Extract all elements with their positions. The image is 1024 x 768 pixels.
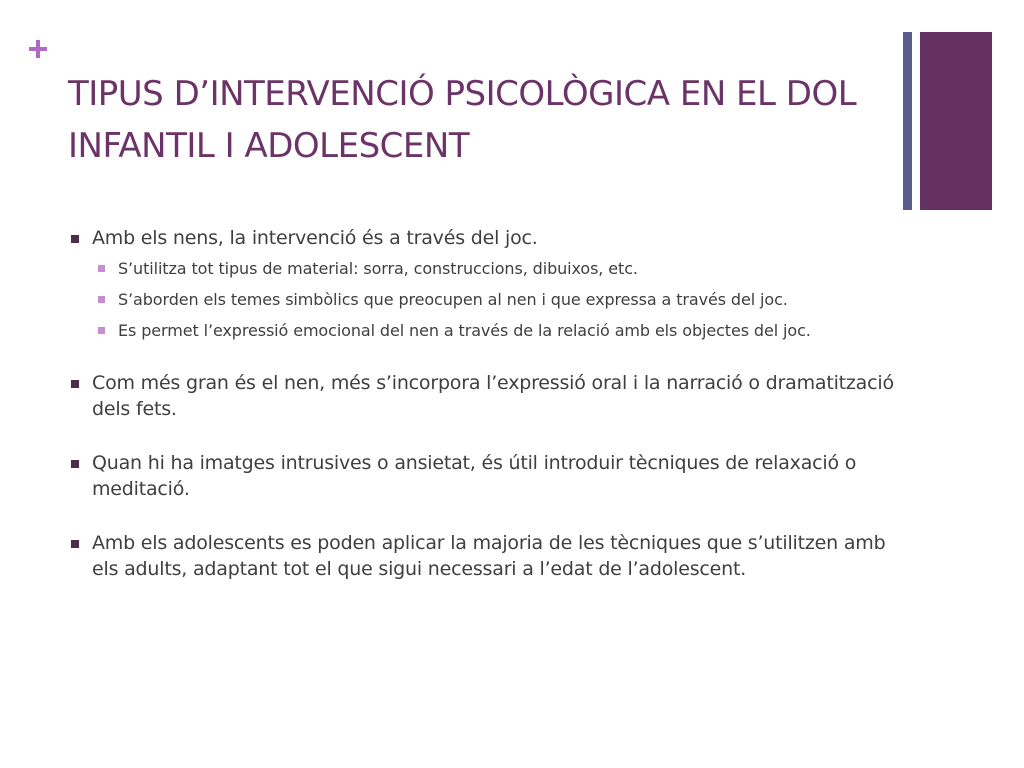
square-bullet-icon <box>98 265 105 272</box>
slide-title: TIPUS D’INTERVENCIÓ PSICOLÒGICA EN EL DOL INFANTIL I ADOLESCENT <box>68 74 857 166</box>
square-bullet-icon <box>98 296 105 303</box>
sub-bullet-text: S’aborden els temes simbòlics que preocupen al nen i que expressa a través del joc. <box>118 290 788 309</box>
bullet-item <box>68 530 898 582</box>
square-bullet-icon <box>71 540 79 548</box>
sub-bullet-text: S’utilitza tot tipus de material: sorra, construccions, dibuixos, etc. <box>118 259 638 278</box>
sub-bullet-item <box>96 257 898 280</box>
bullet-text: Com més gran és el nen, més s’incorpora l’expressió oral i la narració o dramatització dels fets. <box>92 372 894 420</box>
decorative-bar-thick <box>920 32 992 210</box>
square-bullet-icon <box>71 235 79 243</box>
sub-bullet-text: Es permet l’expressió emocional del nen a través de la relació amb els objectes del joc. <box>118 321 811 340</box>
sub-bullet-item <box>96 288 898 311</box>
square-bullet-icon <box>71 460 79 468</box>
bullet-item <box>68 225 898 251</box>
sub-bullet-item <box>96 319 898 342</box>
bullet-item <box>68 370 898 422</box>
square-bullet-icon <box>71 380 79 388</box>
plus-icon <box>26 38 50 62</box>
decorative-bar-thin <box>903 32 912 210</box>
bullet-text: Quan hi ha imatges intrusives o ansietat, és útil introduir tècniques de relaxació o meditació. <box>92 452 857 500</box>
square-bullet-icon <box>98 327 105 334</box>
bullet-item <box>68 450 898 502</box>
bullet-text: Amb els nens, la intervenció és a través del joc. <box>92 227 538 249</box>
bullet-text: Amb els adolescents es poden aplicar la majoria de les tècniques que s’utilitzen amb els adults, adaptant tot el que sigui necessari a l’edat de l’adolescent. <box>92 532 886 580</box>
slide-content <box>68 225 898 582</box>
